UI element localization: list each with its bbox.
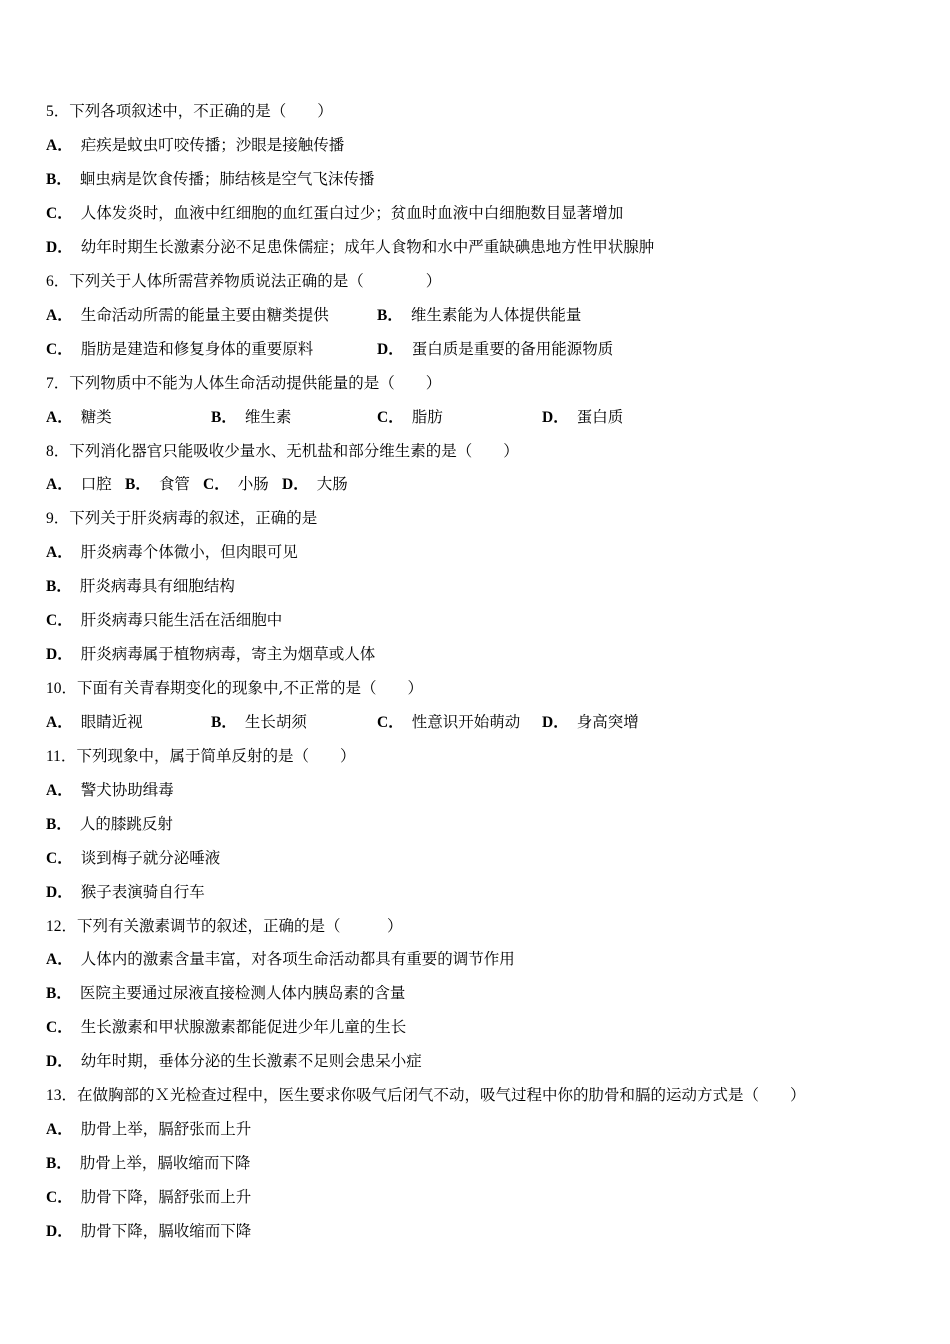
option-label: B． (377, 307, 403, 324)
question-number: 11． (46, 748, 77, 765)
option-text: 医院主要通过尿液直接检测人体内胰岛素的含量 (79, 984, 406, 1002)
option-text: 性意识开始萌动 (411, 713, 521, 731)
question-13-option-c (46, 1183, 251, 1211)
option-label: C． (46, 1019, 73, 1036)
option-text: 维生素能为人体提供能量 (410, 306, 582, 324)
question-7-option-c (377, 403, 443, 432)
question-text: 下列现象中，属于简单反射的是（ ） (76, 747, 356, 765)
option-text: 猴子表演骑自行车 (80, 883, 205, 901)
option-text: 维生素 (244, 408, 292, 426)
option-text: 脂肪 (411, 408, 443, 426)
option-label: A． (46, 951, 73, 968)
option-label: A． (46, 476, 73, 493)
question-number: 8． (46, 443, 70, 460)
option-text: 肋骨上举，膈舒张而上升 (80, 1120, 252, 1138)
option-text: 肋骨下降，膈收缩而下降 (80, 1222, 252, 1240)
question-13-option-b (46, 1149, 250, 1177)
question-11-option-a (46, 776, 174, 804)
option-label: B． (46, 816, 72, 833)
option-label: B． (46, 985, 72, 1002)
option-label: A． (46, 1121, 73, 1138)
question-text: 下列关于人体所需营养物质说法正确的是（ ） (69, 272, 442, 290)
question-number: 12． (46, 918, 78, 935)
question-10-options (46, 708, 906, 736)
option-text: 警犬协助缉毒 (80, 781, 174, 799)
option-text: 大肠 (316, 475, 348, 493)
option-label: D． (377, 341, 404, 358)
question-10-option-b (211, 708, 307, 737)
option-label: C． (46, 205, 73, 222)
question-9-option-b (46, 572, 235, 600)
question-9-stem (46, 504, 317, 532)
option-text: 生长胡须 (244, 713, 307, 731)
question-10-option-c (377, 708, 520, 737)
option-label: D． (46, 1223, 73, 1240)
question-10-stem (46, 674, 423, 702)
question-7-stem (46, 369, 441, 397)
option-label: A． (46, 544, 73, 561)
option-text: 幼年时期，垂体分泌的生长激素不足则会患呆小症 (80, 1052, 422, 1070)
question-11-stem (46, 742, 355, 770)
option-label: B． (46, 171, 72, 188)
question-8-options (46, 470, 906, 498)
question-6-options-row-1 (46, 301, 906, 329)
question-text: 下列物质中不能为人体生命活动提供能量的是（ ） (69, 374, 442, 392)
question-7-option-b (211, 403, 291, 432)
option-text: 人体内的激素含量丰富，对各项生命活动都具有重要的调节作用 (80, 950, 515, 968)
question-5-option-c (46, 199, 623, 227)
question-8-option-c (203, 470, 269, 499)
question-text: 下列有关激素调节的叙述，正确的是（ ） (77, 917, 403, 935)
option-label: D． (542, 409, 569, 426)
option-label: D． (46, 646, 73, 663)
option-label: A． (46, 307, 73, 324)
option-text: 肝炎病毒个体微小，但肉眼可见 (80, 543, 298, 561)
question-9-option-d (46, 640, 375, 668)
question-9-option-a (46, 538, 298, 566)
option-label: D． (46, 884, 73, 901)
option-label: A． (46, 137, 73, 154)
question-12-stem (46, 912, 403, 940)
question-6-option-d (377, 335, 613, 364)
option-text: 糖类 (80, 408, 112, 426)
question-8-option-b (125, 470, 190, 499)
question-7-option-d (542, 403, 623, 432)
option-text: 蛋白质是重要的备用能源物质 (411, 340, 614, 358)
option-label: C． (46, 612, 73, 629)
question-6-stem (46, 267, 441, 295)
question-8-option-a (46, 470, 112, 499)
option-label: A． (46, 714, 73, 731)
option-label: C． (46, 341, 73, 358)
option-label: D． (282, 476, 309, 493)
question-number: 10． (46, 680, 78, 697)
option-text: 肋骨下降，膈舒张而上升 (80, 1188, 252, 1206)
question-11-option-d (46, 878, 205, 906)
question-10-option-d (542, 708, 639, 737)
question-number: 13． (46, 1087, 78, 1104)
option-text: 人体发炎时，血液中红细胞的血红蛋白过少；贫血时血液中白细胞数目显著增加 (80, 204, 624, 222)
option-text: 口腔 (80, 475, 112, 493)
option-label: A． (46, 409, 73, 426)
question-text: 下列各项叙述中，不正确的是（ ） (69, 102, 333, 120)
option-label: C． (46, 850, 73, 867)
option-text: 疟疾是蚊虫叮咬传播；沙眼是接触传播 (80, 136, 345, 154)
option-label: B． (125, 476, 151, 493)
option-text: 谈到梅子就分泌唾液 (80, 849, 221, 867)
question-12-option-d (46, 1047, 422, 1075)
question-8-stem (46, 437, 519, 465)
question-12-option-c (46, 1013, 406, 1041)
option-text: 食管 (158, 475, 190, 493)
question-6-option-b (377, 301, 581, 330)
question-number: 6． (46, 273, 70, 290)
question-10-option-a (46, 708, 143, 737)
question-7-options (46, 403, 906, 431)
option-label: C． (377, 409, 404, 426)
question-text: 下列关于肝炎病毒的叙述，正确的是 (69, 509, 318, 527)
question-number: 7． (46, 375, 70, 392)
question-5-option-b (46, 165, 374, 193)
option-text: 蛔虫病是饮食传播；肺结核是空气飞沫传播 (79, 170, 375, 188)
option-label: B． (46, 1155, 72, 1172)
question-text: 在做胸部的Ｘ光检查过程中，医生要求你吸气后闭气不动，吸气过程中你的肋骨和膈的运动方式是（ ） (77, 1086, 806, 1104)
question-6-option-a (46, 301, 329, 330)
question-13-option-d (46, 1217, 251, 1245)
question-9-option-c (46, 606, 282, 634)
option-text: 生命活动所需的能量主要由糖类提供 (80, 306, 329, 324)
option-label: B． (211, 714, 237, 731)
option-text: 生长激素和甲状腺激素都能促进少年儿童的生长 (80, 1018, 407, 1036)
option-text: 幼年时期生长激素分泌不足患侏儒症；成年人食物和水中严重缺碘患地方性甲状腺肿 (80, 238, 655, 256)
question-12-option-a (46, 945, 515, 973)
option-label: C． (377, 714, 404, 731)
option-text: 人的膝跳反射 (79, 815, 173, 833)
option-label: B． (211, 409, 237, 426)
question-5-option-d (46, 233, 654, 261)
question-5-option-a (46, 131, 344, 159)
option-label: D． (542, 714, 569, 731)
question-13-stem (46, 1081, 806, 1109)
option-text: 肋骨上举，膈收缩而下降 (79, 1154, 251, 1172)
option-label: A． (46, 782, 73, 799)
option-label: C． (203, 476, 230, 493)
question-11-option-b (46, 810, 173, 838)
question-13-option-a (46, 1115, 251, 1143)
question-11-option-c (46, 844, 220, 872)
option-text: 肝炎病毒只能生活在活细胞中 (80, 611, 283, 629)
question-12-option-b (46, 979, 405, 1007)
option-label: D． (46, 1053, 73, 1070)
option-label: B． (46, 578, 72, 595)
question-text: 下面有关青春期变化的现象中,不正常的是（ ） (77, 679, 423, 697)
question-number: 9． (46, 510, 70, 527)
option-text: 眼睛近视 (80, 713, 143, 731)
option-label: C． (46, 1189, 73, 1206)
option-text: 肝炎病毒属于植物病毒，寄主为烟草或人体 (80, 645, 376, 663)
question-6-option-c (46, 335, 313, 364)
option-text: 蛋白质 (576, 408, 624, 426)
option-text: 肝炎病毒具有细胞结构 (79, 577, 235, 595)
option-label: D． (46, 239, 73, 256)
option-text: 身高突增 (576, 713, 639, 731)
option-text: 脂肪是建造和修复身体的重要原料 (80, 340, 314, 358)
question-8-option-d (282, 470, 348, 499)
question-number: 5． (46, 103, 70, 120)
question-5-stem (46, 97, 333, 125)
option-text: 小肠 (237, 475, 269, 493)
question-7-option-a (46, 403, 112, 432)
question-6-options-row-2 (46, 335, 906, 363)
question-text: 下列消化器官只能吸收少量水、无机盐和部分维生素的是（ ） (69, 442, 519, 460)
